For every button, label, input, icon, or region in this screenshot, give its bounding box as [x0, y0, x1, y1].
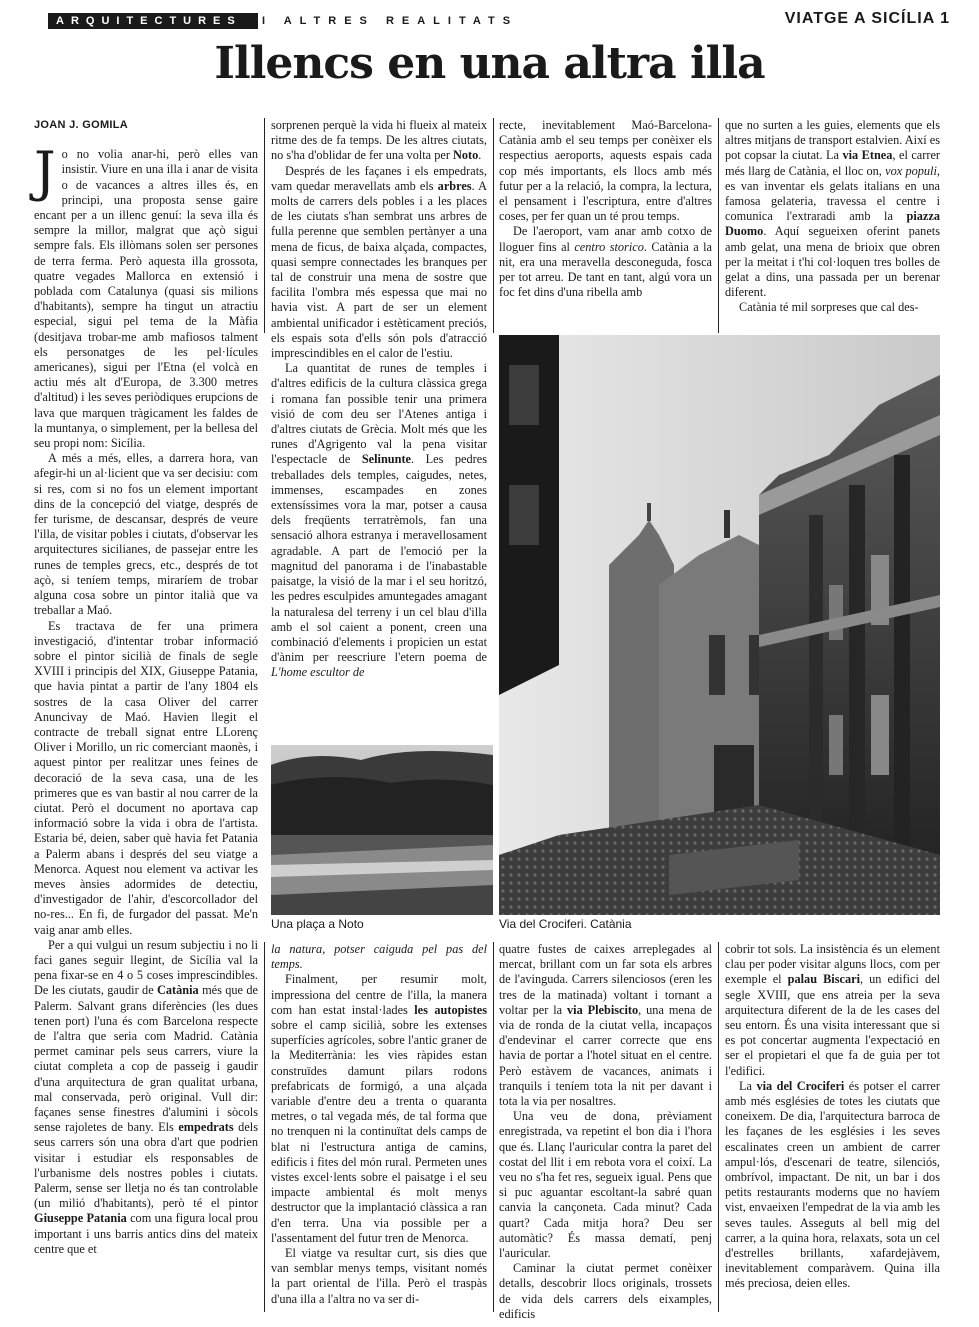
paragraph: Catània té mil sorpreses que cal des-: [739, 300, 919, 315]
column-rule: [718, 118, 719, 333]
paragraph: Després de les façanes i els empedrats, vam quedar meravellats amb els arbres. A molts de carrers dels pobles i a les places de les ciutats s'han sembrat uns arbres de fulla perenne que semblen pertànyer a una mena de ficus, de baixa alçada, compactes, quasi sempre connectades les branques per tal de construir una mena de sostre que facilita l'ombra més espessa que mai no havia vist. A part de ser un element ambiental unificador i estèticament preciós, els espais sota d'ells són pols d'atracció imprescindibles en el calor de l'estiu.: [271, 163, 487, 361]
article-column-1: [34, 118, 258, 1313]
photo-caption: Una plaça a Noto: [271, 917, 364, 931]
article-column-3: [499, 118, 712, 331]
article-column-6: [499, 942, 712, 1321]
paragraph: cobrir tot sols. La insistència és un element clau per poder visitar alguns llocs, com per exemple el palau Biscari, un edifici del segle XVIII, que ens atreia per la seva arquitectura diferent de la de les cases del seu entorn. És una visita interessant que si es pot concertar augmenta l'expectació en ser el propietari el que fa de guia per tot l'edifici.: [725, 942, 940, 1078]
paragraph: La quantitat de runes de temples i d'altres edificis de la cultura clàssica grega i romana fan possible tenir una primera visió de com deu ser l'Atenes antiga i d'altres ciutats de Grècia. Molt més que les runes d'Agrigento val la pena visitar l'espectacle de Selinunte. Les pedres treballades dels temples, caigudes, netes, immenses, escampades en zones extensíssimes vora la mar, potser a causa dels freqüents terratrèmols, fan una sensació alhora estranya i meravellosament agradable. A part de l'emoció per la magnitud del panorama i de l'inabastable paisatge, la visió de la mar i el seu horitzó, les pedres esculpides amuntegades amagant la naturalesa del terreny i un cel blau d'illa amb el sol caient a ponent, creen una combinació d'elements i propicien un estat d'ànim per reescriure l'etern poema de L'home escultor de: [271, 361, 487, 680]
article-column-5: [271, 942, 487, 1312]
column-rule: [493, 942, 494, 1312]
paragraph: El viatge va resultar curt, sis dies que van semblar menys temps, visitant només la part oriental de l'illa. Però el traspàs d'una illa a l'altra no va ser di-: [271, 1246, 487, 1306]
section-header: [10, 10, 950, 32]
paragraph: Finalment, per resumir molt, impressiona del centre de l'illa, la manera com han estat instal·lades les autopistes sobre el camp sicilià, sobre les extenses superfícies agrícoles, sobre l'antic graner de la Mediterrània: les vies ràpides estan construïdes damunt pilars rodons prefabricats de formigó, a una alçada variable d'entre deu a trenta o quaranta metres, o tal vegada més, de tal forma que no trenquen ni la continuïtat dels camps de blat ni l'estructura antiga de camins, edificis i fites del món rural. Permeten unes vistes excel·lents sobre el paisatge i el seu impacte ambiental és molt menys destructor que la implantació clàssica a ran d'en terra. Una via possible per a l'assentament del futur tren de Menorca.: [271, 972, 487, 1245]
byline: JOAN J. GOMILA: [34, 119, 129, 131]
column-rule: [264, 942, 265, 1312]
dropcap: J: [34, 140, 56, 204]
paragraph: sorprenen perquè la vida hi flueix al mateix ritme des de fa temps. De les altres ciutats, no s'ha d'oblidar de fer una volta per Noto.: [271, 118, 487, 163]
paragraph: la natura, potser caiguda pel pas del temps.: [271, 942, 487, 972]
paragraph: De l'aeroport, vam anar amb cotxo de lloguer fins al centro storico. Catània a la nit, era una meravella desconeguda, fosca per tot arreu. De tant en tant, algú vora un foc fet dins d'una ribella amb: [499, 224, 713, 300]
paragraph: Es tractava de fer una primera investigació, d'intentar trobar informació sobre el pintor sicilià de finals de segle XVIII i principis del XIX, Giuseppe Patania, que havia pintat a partir de l'any 1804 els sostres de la casa Oliver del carrer Anuncivay de Maó. Havien llegit el contracte de treball signat entre LLorenç Oliver i Morillo, un ric comerciant maonès, i aquest pintor per realitzar unes feines de decoració de la seva casa, una de les primeres que es van bastir al nou carrer de la ciutat. Però el document no aportava cap informació sobre la vida i obra de l'artista. Estaria bé, deien, saber què havia fet Patania a Palerm abans i després del seu viatge a Menorca. Aquest nou element va activar les meves ànsies adormides de detectiu, d'investigador de l'ahir, d'escorcollador del no-res... En fi, de furgador del passat. Me'n vaig anar amb elles.: [34, 618, 258, 937]
article-column-7: [725, 942, 940, 1312]
article-column-4: [725, 118, 940, 331]
paragraph: Jo no volia anar-hi, però elles van insistir. Viure en una illa i anar de visita o de vacances a altres illes és, en principi, una proposta sense gaire encant per a un illenc genuí: la seva illa és sempre la millor, malgrat que açò sigui sempre fals. Els illòmans solen ser persones de terra ferma. Però aquesta illa grossota, quatre vegades Mallorca en extensió i poblada com Catalunya (quasi sis milions d'habitants), sempre ha tingut un atractiu especial, sigui pel tema de la Màfia (desitjava trobar-me amb mafiosos talment els personatges de les pel·lícules americanes), sigui per l'Etna (el volcà en actiu més alt d'Europa, de 3.300 metres d'altitud) i les seves periòdiques erupcions de lava que marquen tràgicament les faldes de la muntanya, o simplement, per la bellesa del seu propi nom: Sicília.: [34, 140, 258, 451]
paragraph: Per a qui vulgui un resum subjectiu i no li faci ganes seguir llegint, de Sicília val la pena fixar-se en 4 o 5 coses imprescindibles. De les ciutats, gaudir de Catània més que de Palerm. Salvant grans diferències (les dues tenen port) l'una és com Barcelona respecte de l'altra que seria com Madrid. Catània permet caminar pels seus carrers, viure la ciutat completa a cop de passeig i gaudir d'una arquitectura de gran qualitat urbana, mal conservada, però original. Vull dir: façanes sense finestres d'alumini i sòcols sense rajoletes de bany. Els empedrats dels seus carrers són una obra d'art que podrien visitar i estudiar els responsables de l'urbanisme dels nostres pobles i ciutats. Palerm, sense ser lletja no és tan controlable (un milió d'habitants), però té el pintor Giuseppe Patania com una figura local prou important i uns barris antics dins del mateix centre que et: [34, 937, 258, 1256]
paragraph: que no surten a les guies, elements que els altres mitjans de transport estalvien. Així es pot copsar la ciutat. La via Etnea, el carrer més llarg de Catània, el lloc on, vox populi, es van inventar els gelats italians en una famosa gelateria, travessa el centre i comunica l'extraradi amb la piazza Duomo. Aquí segueixen oferint panets amb gelat, una mena de brioix que obren per la meitat i t'hi col·loquen tres bolles de gelat a dins, una passada per un berenar diferent.: [725, 118, 940, 300]
paragraph: quatre fustes de caixes arreplegades al mercat, brillant com un far sota els arbres de l'avinguda. Carrers silenciosos (eren les tres de la matinada) voltant i tornant a voltar per la via Plebiscito, una mena de via de ronda de la ciutat vella, incapaços d'endevinar el carrer correcte que ens havia de portar a l'hotel situat en el centre. Però estàvem de vacances, animats i tranquils i teníem tota la nit per davant i tota la via per nosaltres.: [499, 942, 712, 1109]
paragraph: Caminar la ciutat permet conèixer detalls, descobrir llocs originals, trossets de vida dels carrers dels eixamples, edificis: [499, 1261, 712, 1321]
column-rule: [264, 118, 265, 333]
series-title: VIATGE A SICÍLIA 1: [784, 10, 950, 27]
photo-noto-image: [271, 745, 493, 915]
paragraph: recte, inevitablement Maó-Barcelona-Catània amb el seu temps per conèixer els respectius aeroports, aquests espais cada cop més importants, els llocs amb més futur per a la relació, la compra, la lectura, el pensament i l'escriptura, entre d'altres coses, per fer quan un té prou temps.: [499, 118, 712, 224]
column-rule: [493, 118, 494, 333]
photo-caption: Via del Crociferi. Catània: [499, 917, 632, 931]
paragraph: A més a més, elles, a darrera hora, van afegir-hi un al·licient que va ser decisiu: com si res, com si no fos un element important dins de la concepció del viatge, després de fer turisme, de descansar, després de veure l'illa, de visitar pobles i ciutats, d'observar les arquitectures sicilianes, de passejar entre les runes de temples grecs, etc., després de tot açò, si teníem temps, miraríem de trobar alguna cosa sobre un pintor italià que va treballar a Maó.: [34, 451, 258, 618]
headline: Illencs en una altra illa: [214, 38, 765, 89]
photo-noto-square: [271, 745, 493, 915]
section-sublabel: I ALTRES REALITATS: [262, 15, 519, 27]
photo-crociferi-image: [499, 335, 940, 915]
article-column-2: [271, 118, 487, 743]
paragraph: La via del Crociferi és potser el carrer amb més esglésies de totes les ciutats que coneixem. De dia, l'arquitectura barroca de les façanes de les esglésies i les seves escalinates creen un ambient de carrer ampul·lós, d'escenari de teatre, silenciós, ombrívol, impactant. De nit, un bar i dos petits restaurants moderns que no havíem vist, envaeixen l'empedrat de la via amb les seves taules. Asseguts al bell mig del carrer, a la quina hora, relaxats, sota un cel d'estrelles brillants, xafardejàvem, inevitablement comparàvem. Quina illa més preciosa, deien elles.: [725, 1078, 940, 1291]
photo-via-crociferi: [499, 335, 940, 915]
section-label: ARQUITECTURES: [48, 13, 258, 29]
column-rule: [718, 942, 719, 1312]
paragraph: Una veu de dona, prèviament enregistrada, va repetint el bon dia i l'hora que és. Llanç l'auricular contra la paret del costat del llit i em rebota vora el coixí. La veu no s'ha fet res, segueix igual. Pens que si puc aguantar escoltant-la sabré quan canvia la cançoneta. Cada minut? Cada quart? Cada mitja hora? Deu ser automàtic? És massa dematí, penj l'auricular.: [499, 1109, 712, 1261]
